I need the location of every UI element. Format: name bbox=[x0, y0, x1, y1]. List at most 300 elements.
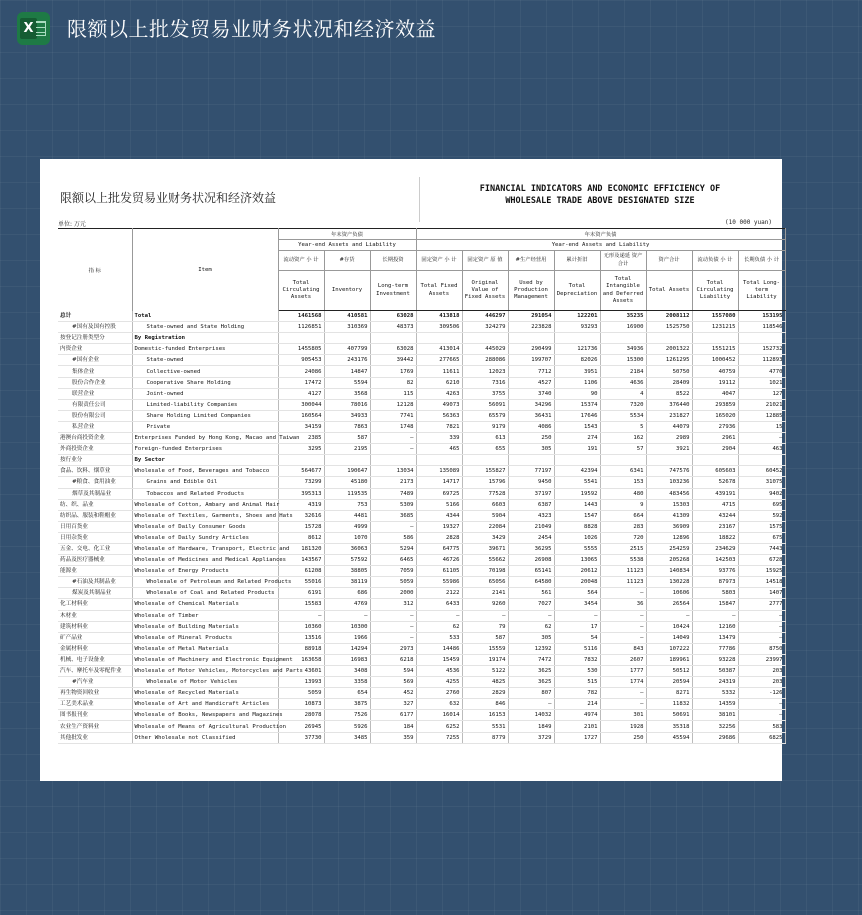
table-cell: – bbox=[324, 610, 370, 621]
table-cell: 234629 bbox=[692, 543, 738, 554]
table-cell: 107222 bbox=[646, 643, 692, 654]
table-cell: 1966 bbox=[324, 632, 370, 643]
table-cell: 1026 bbox=[554, 532, 600, 543]
row-label-en: Wholesale of Motor Vehicles, Motorcycles and Parts bbox=[132, 666, 278, 677]
row-label-cn: 内资企业 bbox=[58, 344, 132, 355]
table-cell: 152732 bbox=[738, 344, 785, 355]
column-header-en: Total Depreciation bbox=[554, 271, 600, 311]
table-cell: – bbox=[738, 433, 785, 444]
table-cell: 632 bbox=[416, 699, 462, 710]
table-cell: 34159 bbox=[278, 421, 324, 432]
row-label-en: Grains and Edible Oil bbox=[132, 477, 278, 488]
table-cell: – bbox=[738, 610, 785, 621]
row-label-cn: 私营企业 bbox=[58, 421, 132, 432]
table-cell: 12896 bbox=[646, 532, 692, 543]
table-cell: 115 bbox=[370, 388, 416, 399]
table-cell: 7489 bbox=[370, 488, 416, 499]
table-cell: – bbox=[554, 610, 600, 621]
table-row bbox=[58, 444, 785, 455]
table-cell: 4127 bbox=[278, 388, 324, 399]
table-cell: 3875 bbox=[324, 699, 370, 710]
table-cell: 10300 bbox=[324, 621, 370, 632]
table-cell: 290499 bbox=[508, 344, 554, 355]
table-cell: 1769 bbox=[370, 366, 416, 377]
table-cell bbox=[600, 455, 646, 466]
table-cell: 77786 bbox=[692, 643, 738, 654]
table-cell: 3625 bbox=[508, 677, 554, 688]
table-cell: 6603 bbox=[462, 499, 508, 510]
table-cell: 9260 bbox=[462, 599, 508, 610]
table-cell: 1928 bbox=[600, 721, 646, 732]
table-cell: 8779 bbox=[462, 732, 508, 743]
table-cell: 119535 bbox=[324, 488, 370, 499]
table-cell: 12023 bbox=[462, 366, 508, 377]
table-cell: 77528 bbox=[462, 488, 508, 499]
table-row bbox=[58, 543, 785, 554]
table-cell bbox=[554, 455, 600, 466]
table-cell: 277665 bbox=[416, 355, 462, 366]
table-cell: 846 bbox=[462, 699, 508, 710]
table-cell: 55016 bbox=[278, 577, 324, 588]
row-label-en: Collective-owned bbox=[132, 366, 278, 377]
table-cell: 1455805 bbox=[278, 344, 324, 355]
table-cell: 32256 bbox=[692, 721, 738, 732]
table-cell: 24319 bbox=[692, 677, 738, 688]
table-cell: 10360 bbox=[278, 621, 324, 632]
column-header-en: Original Value of Fixed Assets bbox=[462, 271, 508, 311]
table-cell bbox=[738, 333, 785, 344]
table-cell: 7832 bbox=[554, 654, 600, 665]
table-cell: – bbox=[600, 588, 646, 599]
table-cell: – bbox=[646, 610, 692, 621]
table-cell: 359 bbox=[370, 732, 416, 743]
table-cell: 155827 bbox=[462, 466, 508, 477]
table-cell: 8522 bbox=[646, 388, 692, 399]
table-cell: – bbox=[370, 610, 416, 621]
table-cell: -126 bbox=[738, 688, 785, 699]
row-label-en: Wholesale of Books, Newspapers and Magazines bbox=[132, 710, 278, 721]
table-cell: 48373 bbox=[370, 322, 416, 333]
table-cell: 61208 bbox=[278, 566, 324, 577]
table-cell: 300044 bbox=[278, 399, 324, 410]
table-cell: 1126851 bbox=[278, 322, 324, 333]
table-cell: 214 bbox=[554, 699, 600, 710]
column-header-cn: 固定资产 原 值 bbox=[462, 251, 508, 271]
table-cell: 65579 bbox=[462, 410, 508, 421]
table-cell: 2195 bbox=[324, 444, 370, 455]
table-row bbox=[58, 588, 785, 599]
table-cell: 530 bbox=[554, 666, 600, 677]
table-cell: 3295 bbox=[278, 444, 324, 455]
table-cell: 465 bbox=[416, 444, 462, 455]
table-cell: 3729 bbox=[508, 732, 554, 743]
table-cell: 54 bbox=[554, 632, 600, 643]
table-cell: 43244 bbox=[692, 510, 738, 521]
table-cell: 3685 bbox=[370, 510, 416, 521]
table-cell: 7027 bbox=[508, 599, 554, 610]
table-cell: 6252 bbox=[416, 721, 462, 732]
row-label-en: Enterprises Funded by Hong Kong, Macao and Taiwan bbox=[132, 433, 278, 444]
table-cell: 16983 bbox=[324, 654, 370, 665]
table-cell: 19174 bbox=[462, 654, 508, 665]
row-label-en: Wholesale of Machinery and Electronic Equipment bbox=[132, 654, 278, 665]
table-cell: 6341 bbox=[600, 466, 646, 477]
table-cell: 2828 bbox=[416, 532, 462, 543]
table-cell: 121736 bbox=[554, 344, 600, 355]
table-cell: 613 bbox=[462, 433, 508, 444]
table-cell: 305 bbox=[508, 632, 554, 643]
table-row bbox=[58, 599, 785, 610]
document-title-en-line1: FINANCIAL INDICATORS AND ECONOMIC EFFICIENCY OF bbox=[479, 184, 721, 194]
table-cell: 45180 bbox=[324, 477, 370, 488]
table-cell: 122201 bbox=[554, 311, 600, 322]
table-cell: 184 bbox=[370, 721, 416, 732]
table-cell: 20594 bbox=[646, 677, 692, 688]
table-cell: 69725 bbox=[416, 488, 462, 499]
table-cell: 82026 bbox=[554, 355, 600, 366]
table-cell: 189961 bbox=[646, 654, 692, 665]
table-cell: 4527 bbox=[508, 377, 554, 388]
table-cell: 305 bbox=[508, 444, 554, 455]
row-label-cn: #粮食、食用油业 bbox=[58, 477, 132, 488]
table-cell: 26908 bbox=[508, 555, 554, 566]
row-label-en: Wholesale of Chemical Materials bbox=[132, 599, 278, 610]
table-row bbox=[58, 688, 785, 699]
table-cell bbox=[462, 455, 508, 466]
row-label-en: Wholesale of Food, Beverages and Tobacco bbox=[132, 466, 278, 477]
table-cell: 14847 bbox=[324, 366, 370, 377]
header-group-cn-right: 年末资产负债 bbox=[416, 229, 785, 240]
table-cell: 190647 bbox=[324, 466, 370, 477]
table-cell: 2101 bbox=[554, 721, 600, 732]
table-cell bbox=[508, 455, 554, 466]
table-cell: 6433 bbox=[416, 599, 462, 610]
table-cell bbox=[416, 455, 462, 466]
table-cell: – bbox=[738, 710, 785, 721]
table-cell: 14359 bbox=[692, 699, 738, 710]
row-label-cn: 建筑材料业 bbox=[58, 621, 132, 632]
table-cell: 1543 bbox=[554, 421, 600, 432]
table-cell: 27936 bbox=[692, 421, 738, 432]
table-cell: 2989 bbox=[646, 433, 692, 444]
table-cell: 4344 bbox=[416, 510, 462, 521]
row-label-cn: 集体企业 bbox=[58, 366, 132, 377]
table-cell: 57592 bbox=[324, 555, 370, 566]
row-label-cn: 股份有限公司 bbox=[58, 410, 132, 421]
row-label-cn: 其他批发业 bbox=[58, 732, 132, 743]
table-cell: 309506 bbox=[416, 322, 462, 333]
table-cell: 34936 bbox=[600, 344, 646, 355]
table-cell: 15925 bbox=[738, 566, 785, 577]
row-label-cn: 日用杂货业 bbox=[58, 532, 132, 543]
row-label-en: Limited-liability Companies bbox=[132, 399, 278, 410]
table-cell: 410581 bbox=[324, 311, 370, 322]
table-cell: 463 bbox=[738, 444, 785, 455]
row-label-cn: 机械、电子设备业 bbox=[58, 654, 132, 665]
table-cell: 11832 bbox=[646, 699, 692, 710]
row-label-en: State-owned bbox=[132, 355, 278, 366]
table-cell: 205268 bbox=[646, 555, 692, 566]
row-label-en: Share Holding Limited Companies bbox=[132, 410, 278, 421]
table-cell: 4047 bbox=[692, 388, 738, 399]
table-cell: 38805 bbox=[324, 566, 370, 577]
table-cell: 5309 bbox=[370, 499, 416, 510]
table-cell: 413014 bbox=[416, 344, 462, 355]
table-row bbox=[58, 421, 785, 432]
table-cell: 10873 bbox=[278, 699, 324, 710]
table-cell: 17472 bbox=[278, 377, 324, 388]
table-cell: – bbox=[692, 610, 738, 621]
table-cell: – bbox=[600, 610, 646, 621]
table-row bbox=[58, 721, 785, 732]
table-cell: 28409 bbox=[646, 377, 692, 388]
table-cell: 605603 bbox=[692, 466, 738, 477]
table-cell: 7821 bbox=[416, 421, 462, 432]
table-cell: 14518 bbox=[738, 577, 785, 588]
table-cell: 7320 bbox=[600, 399, 646, 410]
table-cell: 55662 bbox=[462, 555, 508, 566]
row-label-en: By Registration bbox=[132, 333, 278, 344]
column-header-cn: 累计折旧 bbox=[554, 251, 600, 271]
header-indicator-cn: 指 标 bbox=[58, 229, 132, 311]
table-row bbox=[58, 710, 785, 721]
table-cell: 14049 bbox=[646, 632, 692, 643]
row-label-cn: 金属材料业 bbox=[58, 643, 132, 654]
table-cell: 6191 bbox=[278, 588, 324, 599]
table-cell: 18822 bbox=[692, 532, 738, 543]
table-cell: 5166 bbox=[416, 499, 462, 510]
table-cell bbox=[462, 333, 508, 344]
table-cell: 57 bbox=[600, 444, 646, 455]
row-label-cn: #国有企业 bbox=[58, 355, 132, 366]
row-label-cn: #石油及其制品业 bbox=[58, 577, 132, 588]
table-row bbox=[58, 344, 785, 355]
table-cell: 13993 bbox=[278, 677, 324, 688]
table-cell: 4769 bbox=[324, 599, 370, 610]
row-label-cn: 外商投资企业 bbox=[58, 444, 132, 455]
table-cell: 376440 bbox=[646, 399, 692, 410]
table-cell: 5594 bbox=[324, 377, 370, 388]
table-cell bbox=[508, 333, 554, 344]
table-cell: 1557080 bbox=[692, 311, 738, 322]
row-label-en: Wholesale of Building Materials bbox=[132, 621, 278, 632]
table-cell: 5541 bbox=[554, 477, 600, 488]
table-cell: 7255 bbox=[416, 732, 462, 743]
table-cell: 2122 bbox=[416, 588, 462, 599]
table-cell: 28078 bbox=[278, 710, 324, 721]
table-cell: 3485 bbox=[324, 732, 370, 743]
title-divider bbox=[419, 177, 420, 222]
table-cell: 5534 bbox=[600, 410, 646, 421]
table-cell: 12160 bbox=[692, 621, 738, 632]
table-cell: 288086 bbox=[462, 355, 508, 366]
table-cell: 34933 bbox=[324, 410, 370, 421]
table-cell: 10424 bbox=[646, 621, 692, 632]
table-cell: – bbox=[278, 610, 324, 621]
table-cell: 22084 bbox=[462, 521, 508, 532]
table-row bbox=[58, 732, 785, 743]
table-cell: 46726 bbox=[416, 555, 462, 566]
table-cell: 118546 bbox=[738, 322, 785, 333]
table-cell: 82 bbox=[370, 377, 416, 388]
table-cell: 45594 bbox=[646, 732, 692, 743]
table-cell: 29686 bbox=[692, 732, 738, 743]
table-cell: 1525750 bbox=[646, 322, 692, 333]
table-cell: 452 bbox=[370, 688, 416, 699]
row-label-cn: 按行业分 bbox=[58, 455, 132, 466]
row-label-en: Wholesale of Timber bbox=[132, 610, 278, 621]
table-row bbox=[58, 388, 785, 399]
table-cell: 3921 bbox=[646, 444, 692, 455]
row-label-en: Wholesale of Daily Consumer Goods bbox=[132, 521, 278, 532]
table-cell: 3625 bbox=[508, 666, 554, 677]
table-cell: 19327 bbox=[416, 521, 462, 532]
table-cell: – bbox=[600, 688, 646, 699]
table-cell: 310369 bbox=[324, 322, 370, 333]
table-cell: 14032 bbox=[508, 710, 554, 721]
table-cell: 15583 bbox=[278, 599, 324, 610]
table-cell: 77197 bbox=[508, 466, 554, 477]
document-title-en-line2: WHOLESALE TRADE ABOVE DESIGNATED SIZE bbox=[505, 196, 695, 206]
table-cell: 112893 bbox=[738, 355, 785, 366]
table-cell: 2385 bbox=[278, 433, 324, 444]
table-cell: 26945 bbox=[278, 721, 324, 732]
row-label-cn: #汽车业 bbox=[58, 677, 132, 688]
row-label-cn: 化工材料业 bbox=[58, 599, 132, 610]
column-header-cn: 长期投资 bbox=[370, 251, 416, 271]
row-label-en: Domestic-funded Enterprises bbox=[132, 344, 278, 355]
table-cell: 12392 bbox=[508, 643, 554, 654]
table-cell: 32616 bbox=[278, 510, 324, 521]
table-cell: – bbox=[600, 699, 646, 710]
table-cell: 37197 bbox=[508, 488, 554, 499]
table-cell: 79 bbox=[462, 621, 508, 632]
table-cell: 9402 bbox=[738, 488, 785, 499]
table-row bbox=[58, 366, 785, 377]
table-row bbox=[58, 399, 785, 410]
table-cell: 14717 bbox=[416, 477, 462, 488]
table-row bbox=[58, 377, 785, 388]
row-label-en: Wholesale of Medicines and Medical Appliances bbox=[132, 555, 278, 566]
table-cell: 6387 bbox=[508, 499, 554, 510]
row-label-en: Cooperative Share Holding bbox=[132, 377, 278, 388]
row-label-en: Wholesale of Motor Vehicles bbox=[132, 677, 278, 688]
table-cell: 312 bbox=[370, 599, 416, 610]
table-cell: 135089 bbox=[416, 466, 462, 477]
table-cell: 165020 bbox=[692, 410, 738, 421]
table-cell: – bbox=[738, 621, 785, 632]
table-cell: 4086 bbox=[508, 421, 554, 432]
table-cell: 181320 bbox=[278, 543, 324, 554]
row-label-en: Foreign-funded Enterprises bbox=[132, 444, 278, 455]
table-cell: 62 bbox=[508, 621, 554, 632]
row-label-en: Wholesale of Daily Sundry Articles bbox=[132, 532, 278, 543]
row-label-en: Tobaccos and Related Products bbox=[132, 488, 278, 499]
table-cell: 50750 bbox=[646, 366, 692, 377]
table-cell: 7059 bbox=[370, 566, 416, 577]
table-cell: 23167 bbox=[692, 521, 738, 532]
table-cell: – bbox=[416, 610, 462, 621]
table-cell: 35235 bbox=[600, 311, 646, 322]
row-label-en: Wholesale of Energy Products bbox=[132, 566, 278, 577]
table-cell: 15796 bbox=[462, 477, 508, 488]
table-cell: 4481 bbox=[324, 510, 370, 521]
table-row bbox=[58, 466, 785, 477]
column-header-cn: 流动资产 小 计 bbox=[278, 251, 324, 271]
table-cell: 231827 bbox=[646, 410, 692, 421]
table-cell: – bbox=[738, 699, 785, 710]
table-cell: 445029 bbox=[462, 344, 508, 355]
header-item-en: Item bbox=[132, 229, 278, 311]
column-header-en: Total Circulating Liability bbox=[692, 271, 738, 311]
table-cell: 10606 bbox=[646, 588, 692, 599]
table-cell: 291054 bbox=[508, 311, 554, 322]
table-cell: 38101 bbox=[692, 710, 738, 721]
table-row bbox=[58, 355, 785, 366]
table-cell: 2829 bbox=[462, 688, 508, 699]
table-cell: 6218 bbox=[370, 654, 416, 665]
row-label-cn: 矿产品业 bbox=[58, 632, 132, 643]
table-row bbox=[58, 433, 785, 444]
table-cell: 6465 bbox=[370, 555, 416, 566]
table-cell bbox=[738, 455, 785, 466]
table-cell bbox=[416, 333, 462, 344]
table-cell: 782 bbox=[554, 688, 600, 699]
financial-table bbox=[58, 228, 786, 744]
table-cell: 3951 bbox=[554, 366, 600, 377]
table-cell: 2515 bbox=[600, 543, 646, 554]
table-cell: 339 bbox=[416, 433, 462, 444]
table-cell: 2777 bbox=[738, 599, 785, 610]
table-cell: 36431 bbox=[508, 410, 554, 421]
table-cell: 17646 bbox=[554, 410, 600, 421]
table-cell bbox=[646, 333, 692, 344]
table-cell: 63028 bbox=[370, 344, 416, 355]
table-cell bbox=[554, 333, 600, 344]
table-cell: 16900 bbox=[600, 322, 646, 333]
table-cell: 16014 bbox=[416, 710, 462, 721]
row-label-en: Wholesale of Art and Handicraft Articles bbox=[132, 699, 278, 710]
table-cell: 413818 bbox=[416, 311, 462, 322]
table-cell: 7443 bbox=[738, 543, 785, 554]
table-cell: – bbox=[370, 444, 416, 455]
table-row bbox=[58, 699, 785, 710]
table-row bbox=[58, 532, 785, 543]
table-cell: 1021 bbox=[738, 377, 785, 388]
table-cell: 3408 bbox=[324, 666, 370, 677]
row-label-cn: 日用百货业 bbox=[58, 521, 132, 532]
document-page bbox=[40, 159, 782, 781]
table-cell: 3429 bbox=[462, 532, 508, 543]
table-cell: 15459 bbox=[416, 654, 462, 665]
header-group-en-left: Year-end Assets and Liability bbox=[278, 240, 416, 251]
row-label-cn: 农业生产资料业 bbox=[58, 721, 132, 732]
column-header-cn: 资产合计 bbox=[646, 251, 692, 271]
table-cell: 1849 bbox=[508, 721, 554, 732]
table-cell: – bbox=[370, 632, 416, 643]
row-label-cn: 联营企业 bbox=[58, 388, 132, 399]
table-cell: 1231215 bbox=[692, 322, 738, 333]
column-header-en: Used by Production Management bbox=[508, 271, 554, 311]
row-label-cn: 港澳台商投资企业 bbox=[58, 433, 132, 444]
table-cell: 3755 bbox=[462, 388, 508, 399]
table-cell: 17 bbox=[554, 621, 600, 632]
table-row bbox=[58, 566, 785, 577]
table-cell: 6210 bbox=[416, 377, 462, 388]
table-cell: 73299 bbox=[278, 477, 324, 488]
table-cell: 153195 bbox=[738, 311, 785, 322]
table-cell: 44079 bbox=[646, 421, 692, 432]
